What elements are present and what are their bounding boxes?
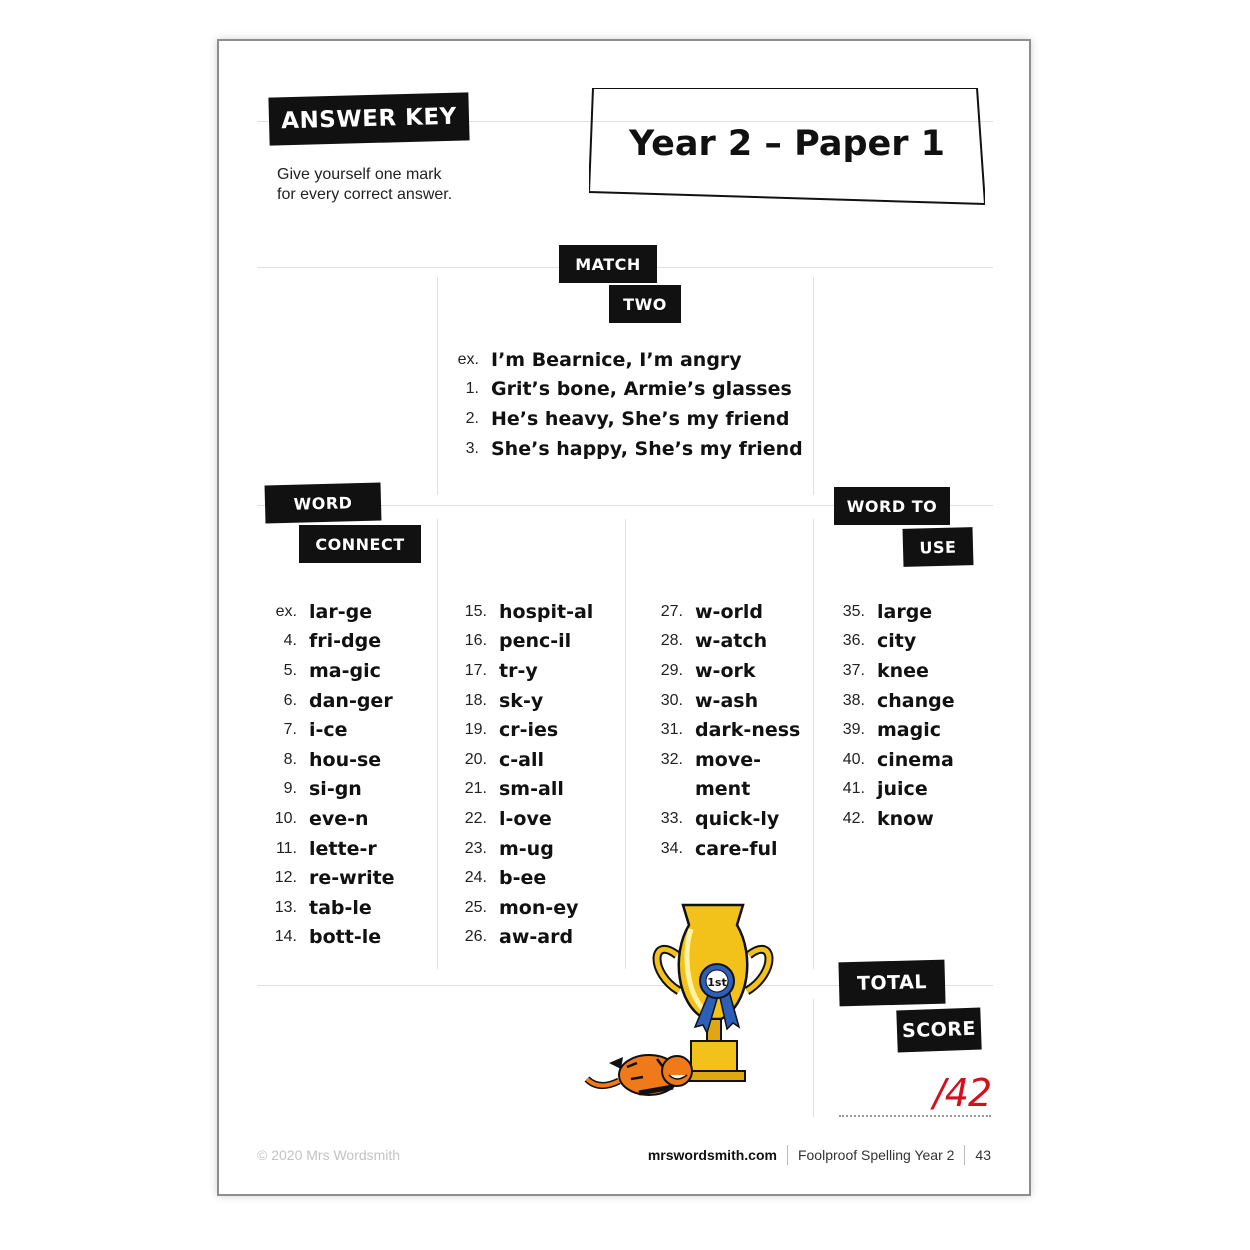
item-number: 10. xyxy=(274,809,297,827)
score-tag: SCORE xyxy=(896,1008,981,1053)
answer-text: ma-gic xyxy=(309,659,381,682)
list-item xyxy=(447,834,593,864)
item-number: 26. xyxy=(464,928,487,946)
list-item xyxy=(825,627,955,657)
answer-text: I’m Bearnice, I’m angry xyxy=(491,348,742,371)
item-number: 35. xyxy=(842,602,865,620)
total-tag: TOTAL xyxy=(838,960,945,1007)
list-item xyxy=(257,597,395,627)
list-item xyxy=(257,863,395,893)
list-item xyxy=(825,775,955,805)
answer-text: move- xyxy=(695,748,762,771)
word-connect-list-2 xyxy=(447,597,593,952)
answer-text: quick-ly xyxy=(695,807,780,830)
item-number: 9. xyxy=(283,780,297,798)
answer-text: dark-ness xyxy=(695,719,801,742)
answer-text: large xyxy=(877,600,933,623)
answer-text: aw-ard xyxy=(499,926,574,949)
answer-text: c-all xyxy=(499,748,544,771)
answer-text: city xyxy=(877,630,917,653)
two-tag: TWO xyxy=(609,285,681,323)
list-item xyxy=(447,656,593,686)
list-item xyxy=(445,375,803,405)
item-number: 34. xyxy=(660,839,683,857)
answer-text: magic xyxy=(877,719,941,742)
list-item xyxy=(643,627,800,657)
list-item xyxy=(447,893,593,923)
total-score-value: /42 xyxy=(933,1071,992,1115)
answer-text: Grit’s bone, Armie’s glasses xyxy=(491,378,792,401)
item-number: 32. xyxy=(660,750,683,768)
item-number: 17. xyxy=(464,661,487,679)
book-title: Foolproof Spelling Year 2 xyxy=(797,1147,955,1163)
footer-separator xyxy=(964,1145,965,1165)
item-number: 20. xyxy=(464,750,487,768)
item-number: 40. xyxy=(842,750,865,768)
item-number: 1. xyxy=(465,380,479,398)
list-item xyxy=(643,804,800,834)
answer-text: re-write xyxy=(309,867,395,890)
item-number: ex. xyxy=(457,350,479,368)
item-number: 5. xyxy=(283,661,297,679)
answer-text: dan-ger xyxy=(309,689,393,712)
answer-text: hospit-al xyxy=(499,600,594,623)
list-item xyxy=(825,686,955,716)
word-connect-list-3 xyxy=(643,597,800,863)
answer-text: ment xyxy=(695,778,751,801)
list-item xyxy=(643,597,800,627)
divider xyxy=(437,519,438,969)
item-number: 15. xyxy=(464,602,487,620)
connect-tag: CONNECT xyxy=(299,525,421,563)
list-item xyxy=(643,745,800,775)
answer-text: w-atch xyxy=(695,630,768,653)
list-item xyxy=(445,434,803,464)
list-item xyxy=(447,863,593,893)
word-to-tag: WORD TO xyxy=(834,487,950,525)
answer-text: eve-n xyxy=(309,807,369,830)
item-number: 8. xyxy=(283,750,297,768)
item-number: 41. xyxy=(842,780,865,798)
site-link[interactable]: mrswordsmith.com xyxy=(647,1147,777,1163)
item-number: 31. xyxy=(660,721,683,739)
answer-text: i-ce xyxy=(309,719,348,742)
list-item xyxy=(257,775,395,805)
answer-text: sk-y xyxy=(499,689,544,712)
item-number: 12. xyxy=(274,869,297,887)
list-item xyxy=(257,834,395,864)
list-item xyxy=(257,745,395,775)
list-item xyxy=(257,627,395,657)
divider xyxy=(437,277,438,495)
word-tag: WORD xyxy=(265,482,382,523)
list-item xyxy=(825,656,955,686)
answer-text: fri-dge xyxy=(309,630,382,653)
item-number: 42. xyxy=(842,809,865,827)
item-number: 6. xyxy=(283,691,297,709)
item-number: 13. xyxy=(274,898,297,916)
word-connect-list xyxy=(257,597,395,952)
answer-text: change xyxy=(877,689,955,712)
item-number: 11. xyxy=(275,839,297,857)
item-number: 21. xyxy=(464,780,487,798)
item-number: 7. xyxy=(283,721,297,739)
divider xyxy=(813,519,814,969)
answer-text: tab-le xyxy=(309,896,372,919)
answer-text: cr-ies xyxy=(499,719,559,742)
answer-text: lette-r xyxy=(309,837,377,860)
answer-text: mon-ey xyxy=(499,896,579,919)
answer-text: She’s happy, She’s my friend xyxy=(491,437,803,460)
list-item xyxy=(447,597,593,627)
answer-key-tag: ANSWER KEY xyxy=(268,92,469,145)
word-to-use-list xyxy=(825,597,955,834)
answer-text: He’s heavy, She’s my friend xyxy=(491,407,790,430)
trophy-illustration xyxy=(579,895,779,1103)
list-item xyxy=(643,656,800,686)
list-item xyxy=(257,804,395,834)
list-item xyxy=(257,923,395,953)
answer-text: m-ug xyxy=(499,837,554,860)
list-item xyxy=(447,745,593,775)
item-number: 28. xyxy=(660,632,683,650)
answer-text: penc-il xyxy=(499,630,572,653)
item-number: 37. xyxy=(842,661,865,679)
list-item xyxy=(643,686,800,716)
item-number: 24. xyxy=(464,869,487,887)
list-item xyxy=(825,597,955,627)
answer-text: w-ork xyxy=(695,659,756,682)
footer-separator xyxy=(787,1145,788,1165)
item-number: 27. xyxy=(660,602,683,620)
answer-text: l-ove xyxy=(499,807,552,830)
item-number: 29. xyxy=(660,661,683,679)
list-item xyxy=(447,923,593,953)
item-number: 39. xyxy=(842,721,865,739)
match-two-list xyxy=(445,345,803,463)
answer-text: cinema xyxy=(877,748,954,771)
item-number: 30. xyxy=(660,691,683,709)
list-item xyxy=(445,345,803,375)
list-item xyxy=(447,627,593,657)
item-number: 2. xyxy=(465,409,479,427)
answer-text: si-gn xyxy=(309,778,362,801)
divider xyxy=(813,999,814,1117)
answer-text: w-orld xyxy=(695,600,763,623)
item-number: 36. xyxy=(842,632,865,650)
use-tag: USE xyxy=(903,527,974,567)
answer-text: sm-all xyxy=(499,778,564,801)
score-line xyxy=(839,1115,991,1117)
answer-text: w-ash xyxy=(695,689,759,712)
page-number: 43 xyxy=(975,1147,991,1163)
list-item xyxy=(825,804,955,834)
list-item xyxy=(643,775,800,805)
answer-text: hou-se xyxy=(309,748,382,771)
list-item xyxy=(447,804,593,834)
list-item xyxy=(447,686,593,716)
intro-line: Give yourself one mark xyxy=(277,166,442,183)
list-item xyxy=(825,745,955,775)
answer-text: lar-ge xyxy=(309,600,373,623)
match-tag: MATCH xyxy=(559,245,657,283)
ribbon-label: 1st xyxy=(707,976,727,989)
item-number: 33. xyxy=(660,809,683,827)
answer-text: know xyxy=(877,807,934,830)
answer-key-page xyxy=(217,39,1031,1196)
copyright: © 2020 Mrs Wordsmith xyxy=(257,1147,401,1163)
answer-text: care-ful xyxy=(695,837,778,860)
intro-text xyxy=(277,165,537,205)
answer-text: knee xyxy=(877,659,929,682)
list-item xyxy=(257,656,395,686)
item-number: 16. xyxy=(464,632,487,650)
list-item xyxy=(643,715,800,745)
list-item xyxy=(825,715,955,745)
footer-info xyxy=(648,1145,991,1165)
title-box xyxy=(589,88,985,192)
list-item xyxy=(445,404,803,434)
list-item xyxy=(257,715,395,745)
answer-text: b-ee xyxy=(499,867,547,890)
item-number: 18. xyxy=(464,691,487,709)
page-title: Year 2 – Paper 1 xyxy=(628,124,946,164)
item-number: 3. xyxy=(465,439,479,457)
item-number: 23. xyxy=(464,839,487,857)
item-number: 4. xyxy=(283,632,297,650)
item-number: ex. xyxy=(275,602,297,620)
divider xyxy=(813,277,814,495)
item-number: 25. xyxy=(464,898,487,916)
list-item xyxy=(257,893,395,923)
item-number: 14. xyxy=(274,928,297,946)
answer-text: tr-y xyxy=(499,659,538,682)
list-item xyxy=(643,834,800,864)
answer-text: juice xyxy=(877,778,928,801)
intro-line: for every correct answer. xyxy=(277,186,453,203)
answer-text: bott-le xyxy=(309,926,382,949)
item-number: 22. xyxy=(464,809,487,827)
list-item xyxy=(447,775,593,805)
item-number: 38. xyxy=(842,691,865,709)
list-item xyxy=(257,686,395,716)
item-number: 19. xyxy=(464,721,487,739)
list-item xyxy=(447,715,593,745)
